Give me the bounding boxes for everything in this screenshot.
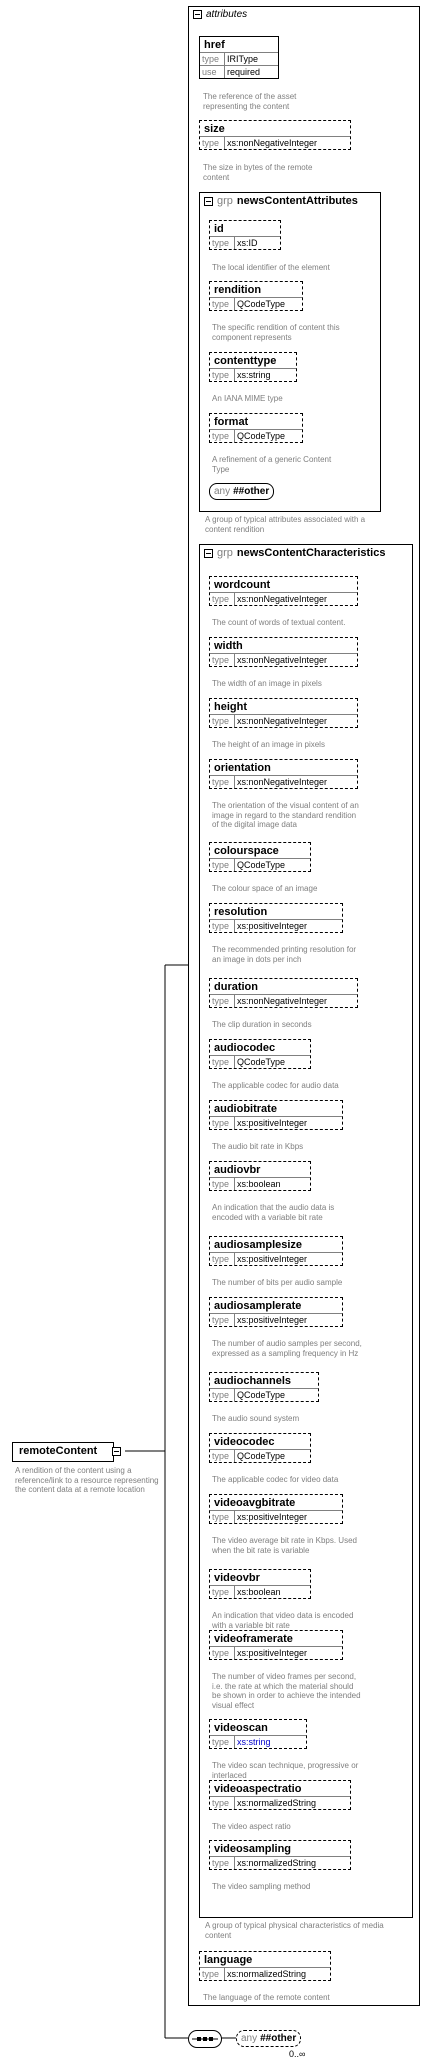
collapse-icon[interactable] — [193, 10, 202, 19]
description: The language of the remote content — [203, 1993, 330, 2002]
sequence-compositor[interactable] — [188, 2030, 222, 2048]
description: The number of bits per audio sample — [212, 1278, 343, 1287]
description: The specific rendition of content this component represents — [212, 323, 340, 342]
attribute-contenttype[interactable]: contenttype type xs:string — [209, 352, 297, 382]
attribute-resolution[interactable]: resolution type xs:positiveInteger — [209, 903, 343, 933]
description: The size in bytes of the remote content — [203, 163, 313, 182]
attribute-format[interactable]: format type QCodeType — [209, 413, 303, 443]
element-description: A rendition of the content using a reference/link to a resource representing the content data at a remote location — [15, 1466, 159, 1494]
description: The video average bit rate in Kbps. Used when the bit rate is variable — [212, 1536, 357, 1555]
attribute-audiovbr[interactable]: audiovbr type xs:boolean — [209, 1161, 311, 1191]
attribute-duration[interactable]: duration type xs:nonNegativeInteger — [209, 978, 358, 1008]
description: The video aspect ratio — [212, 1822, 291, 1831]
expand-icon[interactable] — [112, 1447, 121, 1456]
attribute-videoframerate[interactable]: videoframerate type xs:positiveInteger — [209, 1630, 343, 1660]
description: A group of typical physical characteristics of media content — [205, 1921, 384, 1940]
group-news-content-characteristics: grp newsContentCharacteristics — [199, 544, 413, 1918]
description: The height of an image in pixels — [212, 740, 325, 749]
attribute-audiochannels[interactable]: audiochannels type QCodeType — [209, 1372, 319, 1402]
description: The width of an image in pixels — [212, 679, 322, 688]
description: The orientation of the visual content of an image in regard to the standard rendition of the digital image data — [212, 801, 359, 829]
attributes-label: attributes — [206, 9, 248, 20]
description: The video sampling method — [212, 1882, 311, 1891]
attribute-size[interactable]: size type xs:nonNegativeInteger — [199, 120, 351, 150]
attribute-id[interactable]: id type xs:ID — [209, 220, 281, 250]
description: The number of audio samples per second, expressed as a sampling frequency in Hz — [212, 1339, 362, 1358]
sequence-icon — [189, 2031, 221, 2047]
description: A group of typical attributes associated with a content rendition — [205, 515, 366, 534]
attribute-videoscan[interactable]: videoscan type xs:string — [209, 1719, 307, 1749]
attribute-videoavgbitrate[interactable]: videoavgbitrate type xs:positiveInteger — [209, 1494, 343, 1524]
any-attribute[interactable]: any ##other — [209, 483, 274, 500]
attribute-audiosamplesize[interactable]: audiosamplesize type xs:positiveInteger — [209, 1236, 343, 1266]
collapse-icon[interactable] — [204, 197, 213, 206]
occurrence-label: 0..∞ — [289, 2049, 306, 2059]
element-remote-content[interactable] — [12, 1442, 114, 1462]
attribute-language[interactable]: language type xs:normalizedString — [199, 1951, 331, 1981]
any-element[interactable]: any ##other — [236, 2030, 301, 2047]
attribute-rendition[interactable]: rendition type QCodeType — [209, 281, 303, 311]
attribute-audiosamplerate[interactable]: audiosamplerate type xs:positiveInteger — [209, 1297, 343, 1327]
attribute-videosampling[interactable]: videosampling type xs:normalizedString — [209, 1840, 351, 1870]
description: The recommended printing resolution for an image in dots per inch — [212, 945, 357, 964]
description: A refinement of a generic Content Type — [212, 455, 332, 474]
attribute-orientation[interactable]: orientation type xs:nonNegativeInteger — [209, 759, 358, 789]
description: An indication that the audio data is encoded with a variable bit rate — [212, 1203, 335, 1222]
attribute-videoaspectratio[interactable]: videoaspectratio type xs:normalizedString — [209, 1780, 351, 1810]
collapse-icon[interactable] — [204, 549, 213, 558]
attribute-audiocodec[interactable]: audiocodec type QCodeType — [209, 1039, 311, 1069]
description: The count of words of textual content. — [212, 618, 346, 627]
description: The video scan technique, progressive or interlaced — [212, 1761, 359, 1780]
group-news-content-attributes: grp newsContentAttributes — [199, 192, 381, 512]
group-name: newsContentAttributes — [236, 195, 358, 207]
attribute-colourspace[interactable]: colourspace type QCodeType — [209, 842, 311, 872]
description: The audio bit rate in Kbps — [212, 1142, 304, 1151]
description: The number of video frames per second, i.e. the rate at which the material should be shown in order to achieve the intended visual effect — [212, 1672, 361, 1710]
description: The colour space of an image — [212, 884, 318, 893]
description: The applicable codec for audio data — [212, 1081, 339, 1090]
attribute-wordcount[interactable]: wordcount type xs:nonNegativeInteger — [209, 576, 358, 606]
description: The local identifier of the element — [212, 263, 330, 272]
attribute-audiobitrate[interactable]: audiobitrate type xs:positiveInteger — [209, 1100, 343, 1130]
attribute-href[interactable]: href type IRIType use required — [199, 36, 279, 79]
description: The audio sound system — [212, 1414, 300, 1423]
description: The reference of the asset representing the content — [203, 92, 297, 111]
attribute-videocodec[interactable]: videocodec type QCodeType — [209, 1433, 311, 1463]
description: An IANA MIME type — [212, 394, 283, 403]
description: The applicable codec for video data — [212, 1475, 339, 1484]
attribute-videovbr[interactable]: videovbr type xs:boolean — [209, 1569, 311, 1599]
description: An indication that video data is encoded with a variable bit rate — [212, 1611, 354, 1630]
element-name: remoteContent — [19, 1445, 98, 1457]
description: The clip duration in seconds — [212, 1020, 312, 1029]
attribute-width[interactable]: width type xs:nonNegativeInteger — [209, 637, 358, 667]
attribute-height[interactable]: height type xs:nonNegativeInteger — [209, 698, 358, 728]
group-name: newsContentCharacteristics — [236, 547, 386, 559]
